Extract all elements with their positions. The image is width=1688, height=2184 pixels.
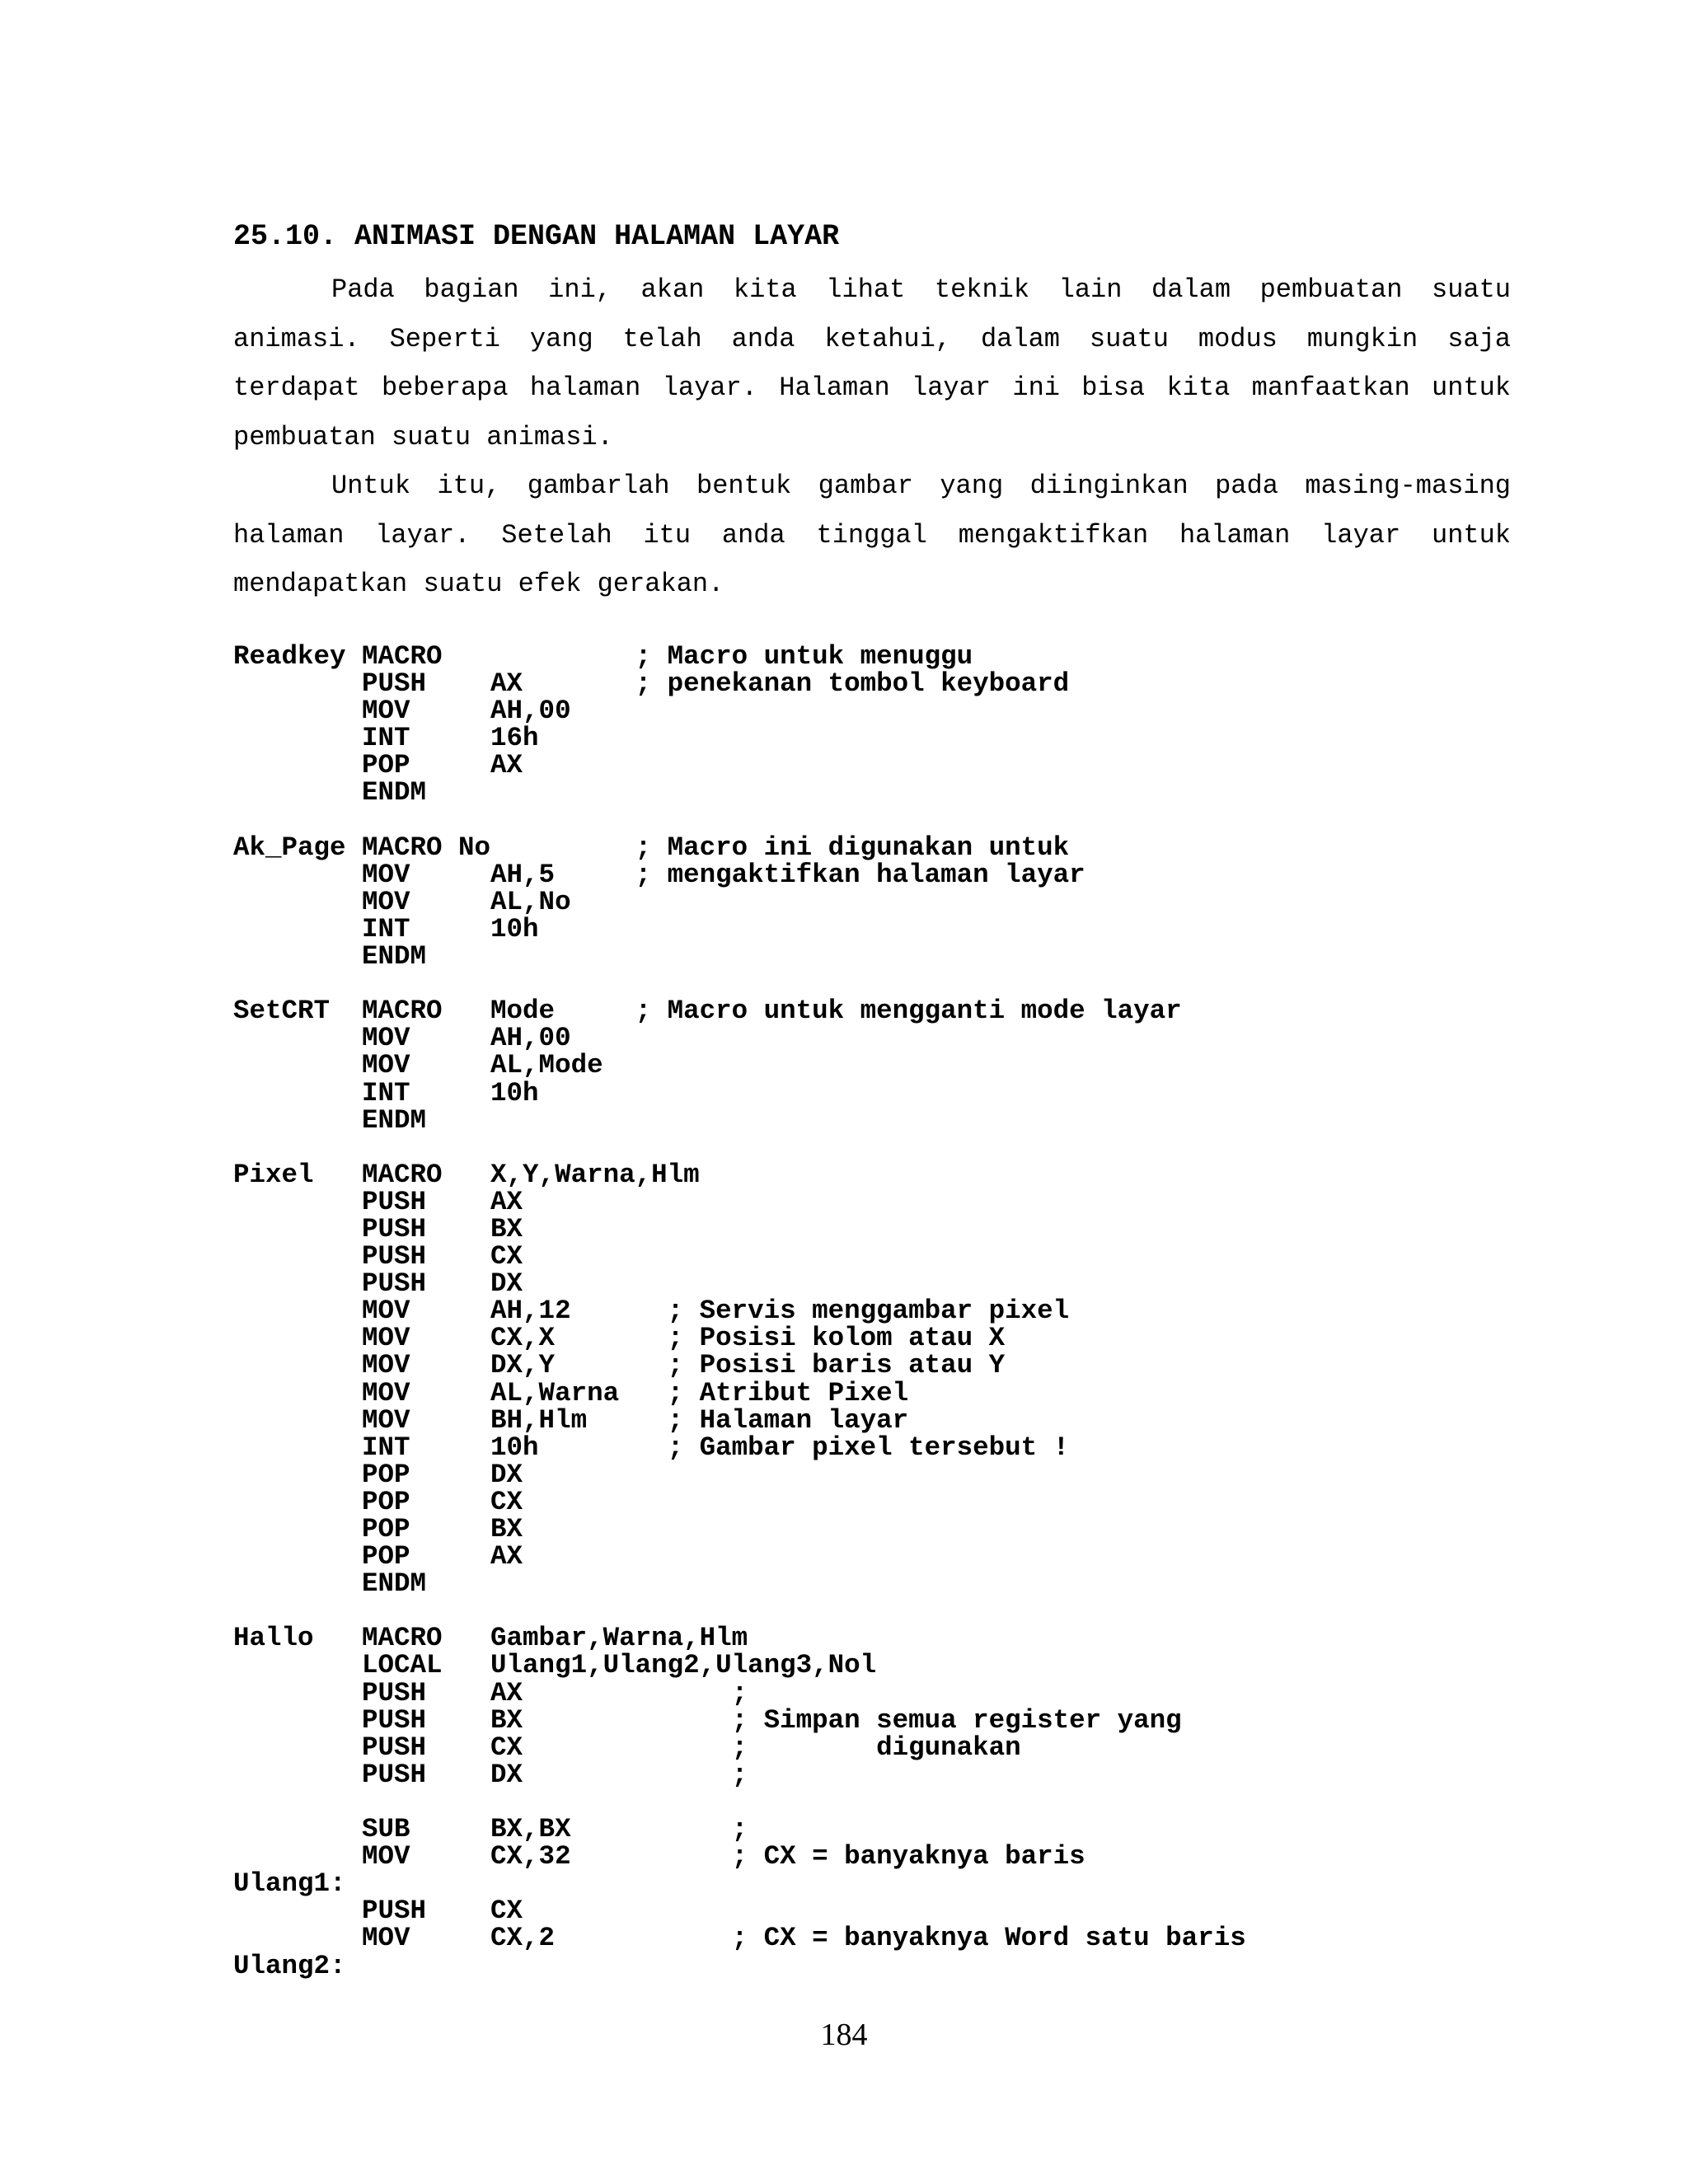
code-listing: Readkey MACRO ; Macro untuk menuggu PUSH AX ; penekanan tombol keyboard MOV AH,00 INT 16h POP AX ENDM Ak_Page MACRO No ; Macro ini digunakan untuk MOV AH,5 ; mengaktifkan halaman layar MOV AL,No INT 10h ENDM SetCRT MACRO Mode ; Macro untuk mengganti mode layar MOV AH,00 MOV AL,Mode INT 10h ENDM Pixel MACRO X,Y,Warna,Hlm PUSH AX PUSH BX PUSH CX PUSH DX MOV AH,12 ; Servis menggambar pixel MOV CX,X ; Posisi kolom atau X MOV DX,Y ; Posisi baris atau Y MOV AL,Warna ; Atribut Pixel MOV BH,Hlm ; Halaman layar INT 10h ; Gambar pixel tersebut ! POP DX POP CX POP BX POP AX ENDM Hallo MACRO Gambar,Warna,Hlm LOCAL Ulang1,Ulang2,Ulang3,Nol PUSH AX ; PUSH BX ; Simpan semua register yang PUSH CX ; digunakan PUSH DX ; SUB BX,BX ; MOV CX,32 ; CX = banyaknya baris Ulang1: PUSH CX MOV CX,2 ; CX = banyaknya Word satu baris Ulang2: [233, 641, 1246, 1981]
section-heading: 25.10. ANIMASI DENGAN HALAMAN LAYAR [233, 220, 840, 253]
paragraph-intro: Pada bagian ini, akan kita lihat teknik lain dalam pembuatan suatu animasi. Seperti yang telah anda ketahui, dalam suatu modus mungkin saja terdapat beberapa halaman layar. Halaman layar ini bisa kita manfaatkan untuk pembuatan suatu animasi. [233, 274, 1511, 452]
paragraph-instructions: Untuk itu, gambarlah bentuk gambar yang diinginkan pada masing-masing halaman layar. Setelah itu anda tinggal mengaktifkan halaman layar untuk mendapatkan suatu efek gerakan. [233, 471, 1511, 599]
page-number: 184 [820, 2018, 868, 2052]
